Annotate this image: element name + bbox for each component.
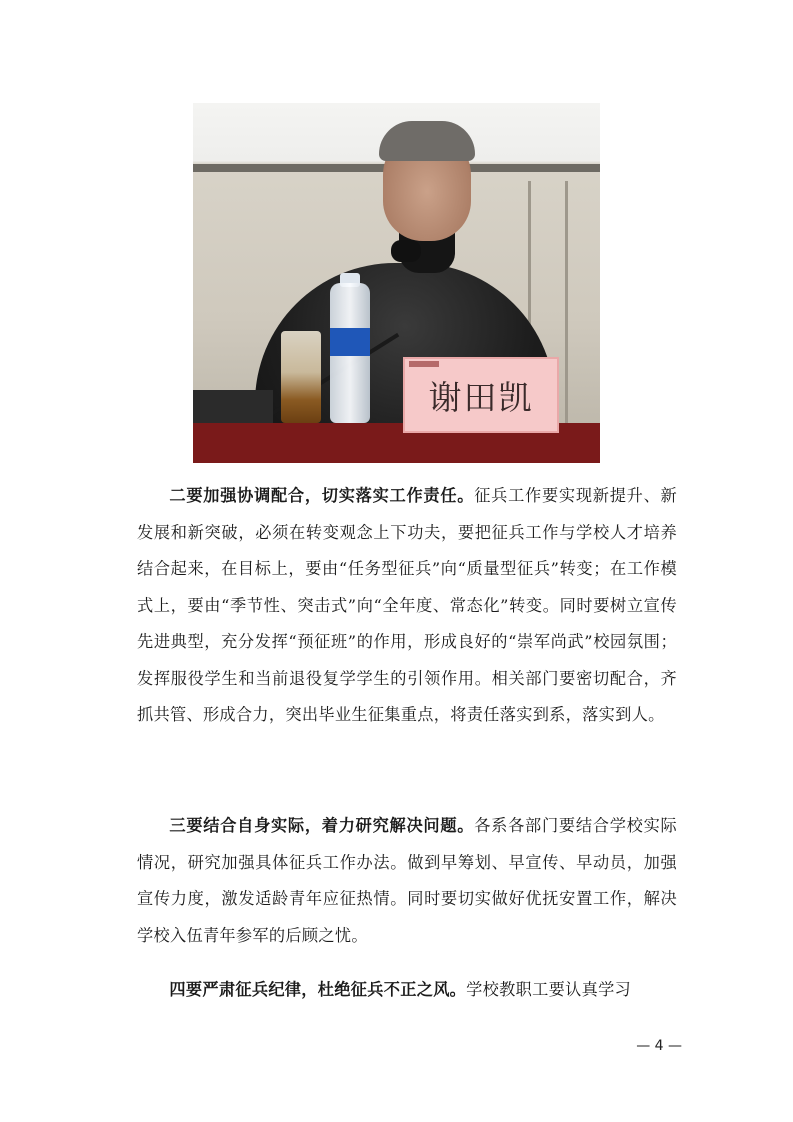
nameplate	[403, 357, 559, 433]
bottle-label	[330, 328, 370, 356]
paragraph-discipline	[137, 972, 677, 1009]
paragraph-coordination	[137, 478, 677, 734]
paragraph-heading: 四要严肃征兵纪律，杜绝征兵不正之风。	[169, 980, 467, 999]
paragraph-practice	[137, 808, 677, 954]
speaker-hair	[379, 121, 475, 161]
paragraph-heading: 三要结合自身实际，着力研究解决问题。	[169, 816, 475, 835]
paragraph-body: 征兵工作要实现新提升、新发展和新突破，必须在转变观念上下功夫，要把征兵工作与学校人才培养结合起来，在目标上，要由“任务型征兵”向“质量型征兵”转变；在工作模式上，要由“季节性、突击式”向“全年度、常态化”转变。同时要树立宣传先进典型，充分发挥“预征班”的作用，形成良好的“崇军尚武”校园氛围；发挥服役学生和当前退役复学学生的引领作用。相关部门要密切配合，齐抓共管、形成合力，突出毕业生征集重点，将责任落实到系，落实到人。	[137, 486, 677, 724]
nameplate-text: 谢田凯	[428, 377, 534, 417]
nameplate-logo	[409, 361, 439, 367]
paragraph-body: 各系各部门要结合学校实际情况，研究加强具体征兵工作办法。做到早筹划、早宣传、早动员，加强宣传力度，激发适龄青年应征热情。同时要切实做好优抚安置工作，解决学校入伍青年参军的后顾之忧。	[137, 816, 677, 945]
paragraph-heading: 二要加强协调配合，切实落实工作责任。	[169, 486, 475, 505]
page-number: — 4 —	[636, 1038, 682, 1054]
paragraph-body: 学校教职工要认真学习	[466, 980, 632, 999]
wall-panel	[565, 181, 568, 441]
desk-device	[193, 390, 273, 426]
tea-cup	[281, 331, 321, 423]
microphone-icon	[391, 240, 421, 262]
speaker-photo	[193, 103, 600, 463]
